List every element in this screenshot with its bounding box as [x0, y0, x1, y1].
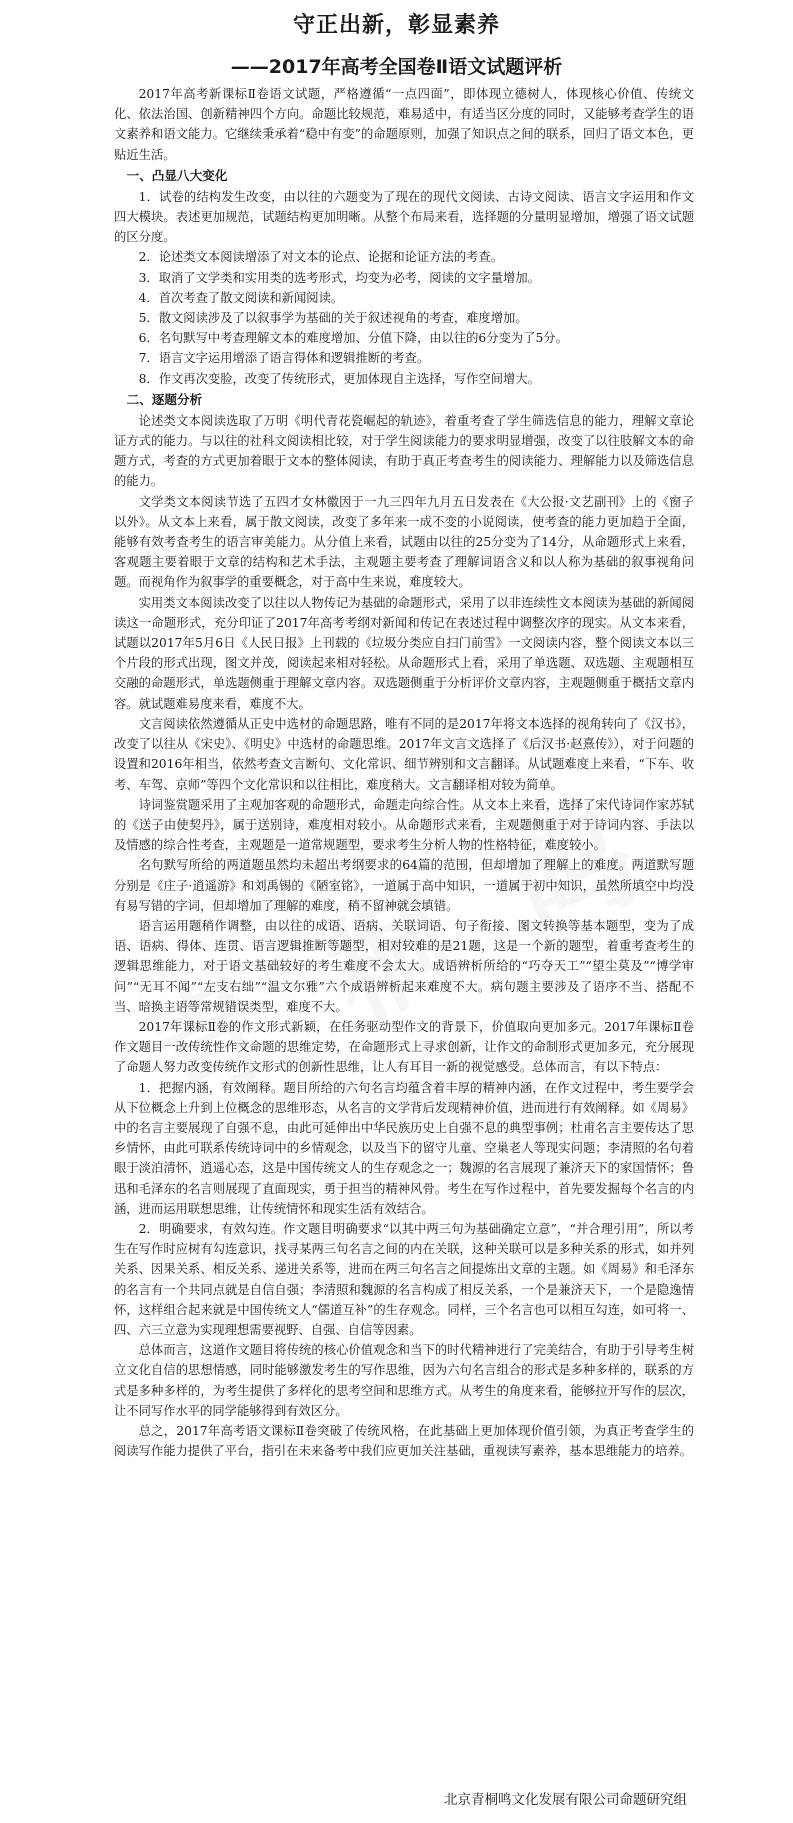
document-subtitle: ——2017年高考全国卷Ⅱ语文试题评析: [230, 56, 563, 78]
body-paragraph: 2．明确要求，有效勾连。作文题目明确要求“以其中两三句为基础确定立意”，“并合理引用”，所以考生在写作时应树有勾连意识，找寻某两三句名言之间的内在关联，这种关联可以是多种关系的形式，如并列关系、因果关系、相反关系、递进关系等，进而在两三句名言之间提炼出文章的主题。如《周易》和毛泽东的名言有一个共同点就是自信自强；李清照和魏源的名言构成了相反关系，一个是兼济天下，一个是隐逸情怀，这样组合起来就是中国传统文人“儒道互补”的生存观念。同样，三个名言也可以相互勾连，如可将一、四、六三立意为实现理想需要视野、自强、自信等因素。: [114, 1221, 694, 1337]
body-paragraph: 文学类文本阅读节选了五四才女林徽因于一九三四年九月五日发表在《大公报·文艺副刊》上的《窗子以外》。从文本上来看，属于散文阅读，改变了多年来一成不变的小说阅读，使考查的能力更加趋于全面，能够有效考查考生的语言审美能力。从分值上来看，试题由以往的25分变为了14分，从命题形式上来看，客观题主要着眼于文章的结构和艺术手法，主观题主要考查了理解词语含义和以人称为基础的叙事视角问题。而视角作为叙事学的重要概念，对于高中生来说，难度较大。: [114, 494, 694, 590]
document-body: [114, 84, 694, 1461]
body-paragraph: 实用类文本阅读改变了以往以人物传记为基础的命题形式，采用了以非连续性文本阅读为基础的新闻阅读这一命题形式，充分印证了2017年高考考纲对新闻和传记在表述过程中调整次序的现实。从文本来看，试题以2017年5月6日《人民日报》上刊载的《垃圾分类应自扫门前雪》一文阅读内容，整个阅读文本以三个片段的形式出现，图文并茂，阅读起来相对轻松。从命题形式上看，采用了单选题、双选题、主观题相互交融的命题形式，单选题侧重于理解文章内容。双选题侧重于分析评价文章内容，主观题侧重于概括文章内容。就试题难易度来看，难度不大。: [114, 595, 694, 711]
section-heading: 二、逐题分析: [126, 391, 203, 407]
list-item: 1．试卷的结构发生改变，由以往的六题变为了现在的现代文阅读、古诗文阅读、语言文字运用和作文四大模块。表述更加规范，试题结构更加明晰。从整个布局来看，选择题的分量明显增加，增强了语文试题的区分度。: [114, 189, 694, 245]
body-paragraph: 2017年课标Ⅱ卷的作文形式新颖，在任务驱动型作文的背景下，价值取向更加多元。2017年课标Ⅱ卷作文题目一改传统性作文命题的思维定势，在命题形式上寻求创新，让作文的命制形式更加多元，充分展现了命题人努力改变传统作文形式的创新性思维，让人有耳目一新的视觉感受。总体而言，有以下特点：: [114, 1019, 694, 1075]
list-item: 6．名句默写中考查理解文本的难度增加、分值下降，由以往的6分变为了5分。: [138, 331, 568, 346]
body-paragraph: 总之，2017年高考语文课标Ⅱ卷突破了传统风格，在此基础上更加体现价值引领，为真正考查学生的阅读写作能力提供了平台，指引在未来备考中我们应更加关注基础，重视读写素养，基本思维能力的培养。: [114, 1424, 694, 1459]
body-paragraph: 论述类文本阅读选取了万明《明代青花瓷崛起的轨迹》，着重考查了学生筛选信息的能力，理解文章论证方式的能力。与以往的社科文阅读相比较，对于学生阅读能力的要求明显增强，改变了以往肢解文本的命题方式，考查的方式更加着眼于文本的整体阅读，有助于真正考查考生的阅读能力、理解能力以及筛选信息的能力。: [114, 413, 694, 489]
list-item: 3．取消了文学类和实用类的选考形式，均变为必考，阅读的文字量增加。: [138, 270, 540, 285]
body-paragraph: 1．把握内涵，有效阐释。题目所给的六句名言均蕴含着丰厚的精神内涵，在作文过程中，考生要学会从下位概念上升到上位概念的思维形态，从名言的文学背后发现精神价值，进而进行有效阐释。如《周易》中的名言主要展现了自强不息，由此可延伸出中华民族历史上自强不息的典型事例；杜甫名言主要传达了思乡情怀，由此可联系传统诗词中的乡情观念，以及当下的留守儿童、空巢老人等现实问题；李清照的名句着眼于淡泊清怀，逍遥心态，这是中国传统文人的生存观念之一；魏源的名言展现了兼济天下的家国情怀；鲁迅和毛泽东的名言则展现了直面现实，勇于担当的精神风骨。考生在写作过程中，首先要发掘每个名言的内涵，进而运用联想思维，让传统情怀和现实生活有效结合。: [114, 1080, 694, 1216]
footer-organization: 北京青桐鸣文化发展有限公司命题研究组: [444, 1792, 687, 1808]
list-item: 7．语言文字运用增添了语言得体和逻辑推断的考查。: [138, 351, 430, 366]
list-item: 4．首次考查了散文阅读和新闻阅读。: [138, 290, 344, 305]
list-item: 5．散文阅读涉及了以叙事学为基础的关于叙述视角的考查，难度增加。: [138, 311, 528, 326]
section-heading: 一、凸显八大变化: [126, 167, 228, 183]
body-paragraph: 语言运用题稍作调整，由以往的成语、语病、关联词语、句子衔接、图文转换等基本题型，变为了成语、语病、得体、连贯、语言逻辑推断等题型，相对较难的是21题，这是一个新的题型，着重考查考生的逻辑思维能力，对于语文基础较好的考生难度不会太大。成语辨析所给的“巧夺天工”“望尘莫及”“博学审问”“无耳不闻”“左支右绌”“温文尔雅”六个成语辨析起来难度不大。病句题主要涉及了语序不当、搭配不当、暗换主语等常规错误类型，难度不大。: [114, 918, 694, 1014]
list-item: 8．作文再次变脸，改变了传统形式，更加体现自主选择，写作空间增大。: [138, 371, 540, 386]
body-paragraph: 总体而言，这道作文题目将传统的核心价值观念和当下的时代精神进行了完美结合，有助于引导考生树立文化自信的思想情感，同时能够激发考生的写作思维，因为六句名言组合的形式是多种多样的，联系的方式是多种多样的，为考生提供了多样化的思考空间和思维方式。从考生的角度来看，能够拉开写作的层次，让不同写作水平的同学能够得到有效区分。: [114, 1343, 694, 1418]
list-item: 2．论述类文本阅读增添了对文本的论点、论据和论证方法的考查。: [138, 250, 504, 265]
body-paragraph: 诗词鉴赏题采用了主观加客观的命题形式，命题走向综合性。从文本上来看，选择了宋代诗词作家苏轼的《送子由使契丹》，属于送别诗，难度相对较小。从命题形式来看，主观题侧重于对于诗词内容、手法以及情感的综合性考查，主观题是一道常规题型，要求考生分析人物的性格特征，难度较小。: [114, 797, 694, 853]
document-title: 守正出新，彰显素养: [292, 13, 500, 38]
body-paragraph: 文言阅读依然遵循从正史中选材的命题思路，唯有不同的是2017年将文本选择的视角转向了《汉书》，改变了以往从《宋史》、《明史》中选材的命题思维。2017年文言文选择了《后汉书·赵熹传》），对于问题的设置和2016年相当，依然考查文言断句、文化常识、细节辨别和文言翻译。从试题难度上来看，“下车、收考、车驾、京师”等四个文化常识和以往相比，难度稍大。文言翻译相对较为简单。: [114, 716, 694, 792]
intro-paragraph: 2017年高考新课标Ⅱ卷语文试题，严格遵循“一点四面”，即体现立德树人，体现核心价值、传统文化、依法治国、创新精神四个方向。命题比较规范，难易适中，有适当区分度的同时，又能够考查学生的语文素养和语文能力。它继续秉承着“稳中有变”的命题原则，加强了知识点之间的联系，回归了语文本色，更贴近生活。: [114, 87, 694, 162]
body-paragraph: 名句默写所给的两道题虽然均未超出考纲要求的64篇的范围，但却增加了理解上的难度。两道默写题分别是《庄子·逍遥游》和刘禹锡的《陋室铭》，一道属于高中知识，一道属于初中知识，虽然所填空中均没有易写错的字词，但却增加了理解的难度，稍不留神就会填错。: [114, 858, 694, 913]
